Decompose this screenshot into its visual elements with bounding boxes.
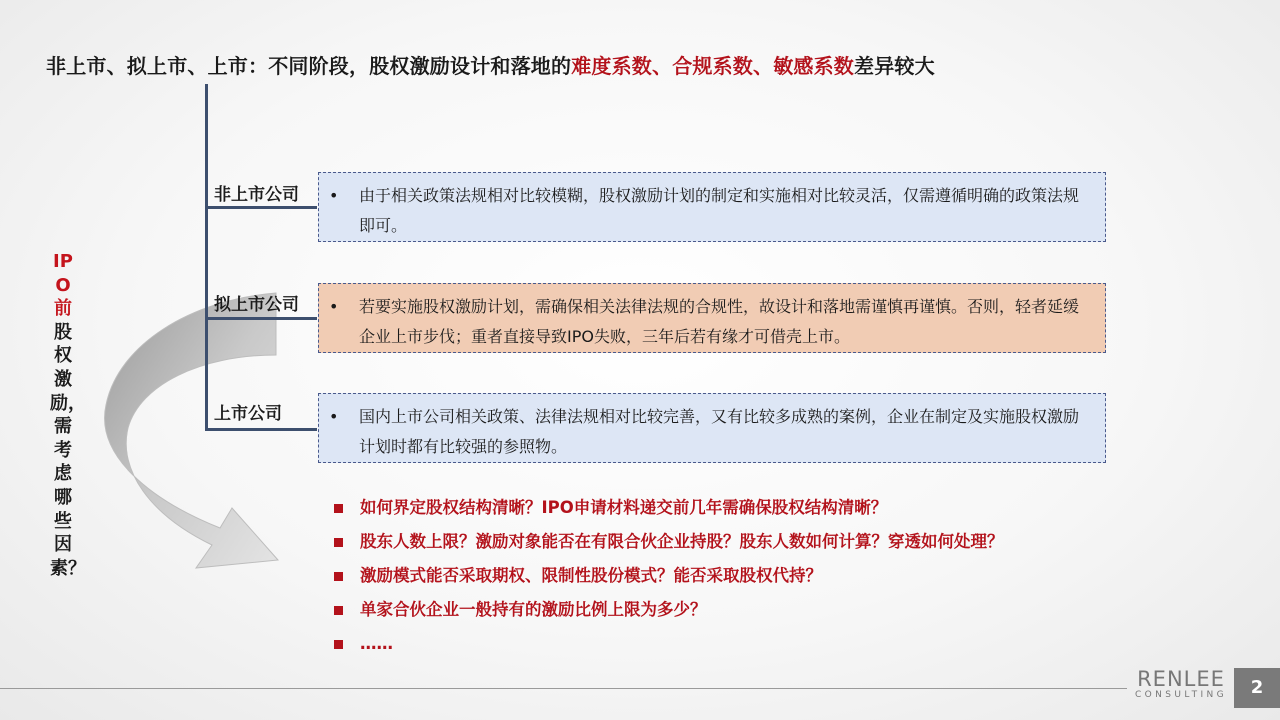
square-bullet-icon <box>334 538 343 547</box>
tree-branch-line <box>205 317 317 320</box>
description-text: 国内上市公司相关政策、法律法规相对比较完善，又有比较多成熟的案例，企业在制定及实施股权激励计划时都有比较强的参照物。 <box>359 407 1080 456</box>
question-item <box>332 494 1004 528</box>
side-caption-red: IPO前 <box>53 251 73 320</box>
square-bullet-icon <box>334 640 343 649</box>
logo-main-text: RENLEE <box>1137 667 1225 691</box>
title-highlight: 难度系数、合规系数、敏感系数 <box>571 54 855 78</box>
bullet-dot: • <box>329 407 339 426</box>
square-bullet-icon <box>334 606 343 615</box>
title-suffix: 差异较大 <box>854 54 935 78</box>
page-number: 2 <box>1234 668 1280 708</box>
category-label-listed: 上市公司 <box>214 404 282 424</box>
question-text: 股东人数上限？激励对象能否在有限合伙企业持股？股东人数如何计算？穿透如何处理？ <box>360 532 1004 551</box>
tree-trunk-line <box>205 84 208 430</box>
bullet-dot: • <box>329 186 339 205</box>
question-list <box>332 494 1004 664</box>
question-item <box>332 562 1004 596</box>
question-text: 如何界定股权结构清晰？IPO申请材料递交前几年需确保股权结构清晰？ <box>360 498 888 517</box>
question-item <box>332 596 1004 630</box>
question-text: 激励模式能否采取期权、限制性股份模式？能否采取股权代持？ <box>360 566 822 585</box>
tree-branch-line <box>205 428 317 431</box>
question-text: …… <box>360 634 393 653</box>
company-logo <box>1135 668 1227 701</box>
description-text: 由于相关政策法规相对比较模糊，股权激励计划的制定和实施相对比较灵活，仅需遵循明确的政策法规即可。 <box>359 186 1080 235</box>
description-text: 若要实施股权激励计划，需确保相关法律法规的合规性，故设计和落地需谨慎再谨慎。否则，轻者延缓企业上市步伐；重者直接导致IPO失败，三年后若有缘才可借壳上市。 <box>359 297 1080 346</box>
category-label-unlisted: 非上市公司 <box>214 185 299 205</box>
side-vertical-caption <box>50 250 86 580</box>
description-box-unlisted <box>318 172 1106 242</box>
question-item <box>332 630 1004 664</box>
logo-sub-text: CONSULTING <box>1135 690 1228 700</box>
bullet-dot: • <box>329 297 339 316</box>
question-text: 单家合伙企业一般持有的激励比例上限为多少？ <box>360 600 707 619</box>
square-bullet-icon <box>334 504 343 513</box>
description-box-listed <box>318 393 1106 463</box>
tree-branch-line <box>205 206 317 209</box>
square-bullet-icon <box>334 572 343 581</box>
category-label-pre-ipo: 拟上市公司 <box>214 295 299 315</box>
footer-divider <box>0 688 1127 689</box>
title-prefix: 非上市、拟上市、上市：不同阶段，股权激励设计和落地的 <box>46 54 572 78</box>
question-item <box>332 528 1004 562</box>
description-box-pre-ipo <box>318 283 1106 353</box>
side-caption-black: 股权激励，需考虑哪些因素？ <box>50 321 86 579</box>
